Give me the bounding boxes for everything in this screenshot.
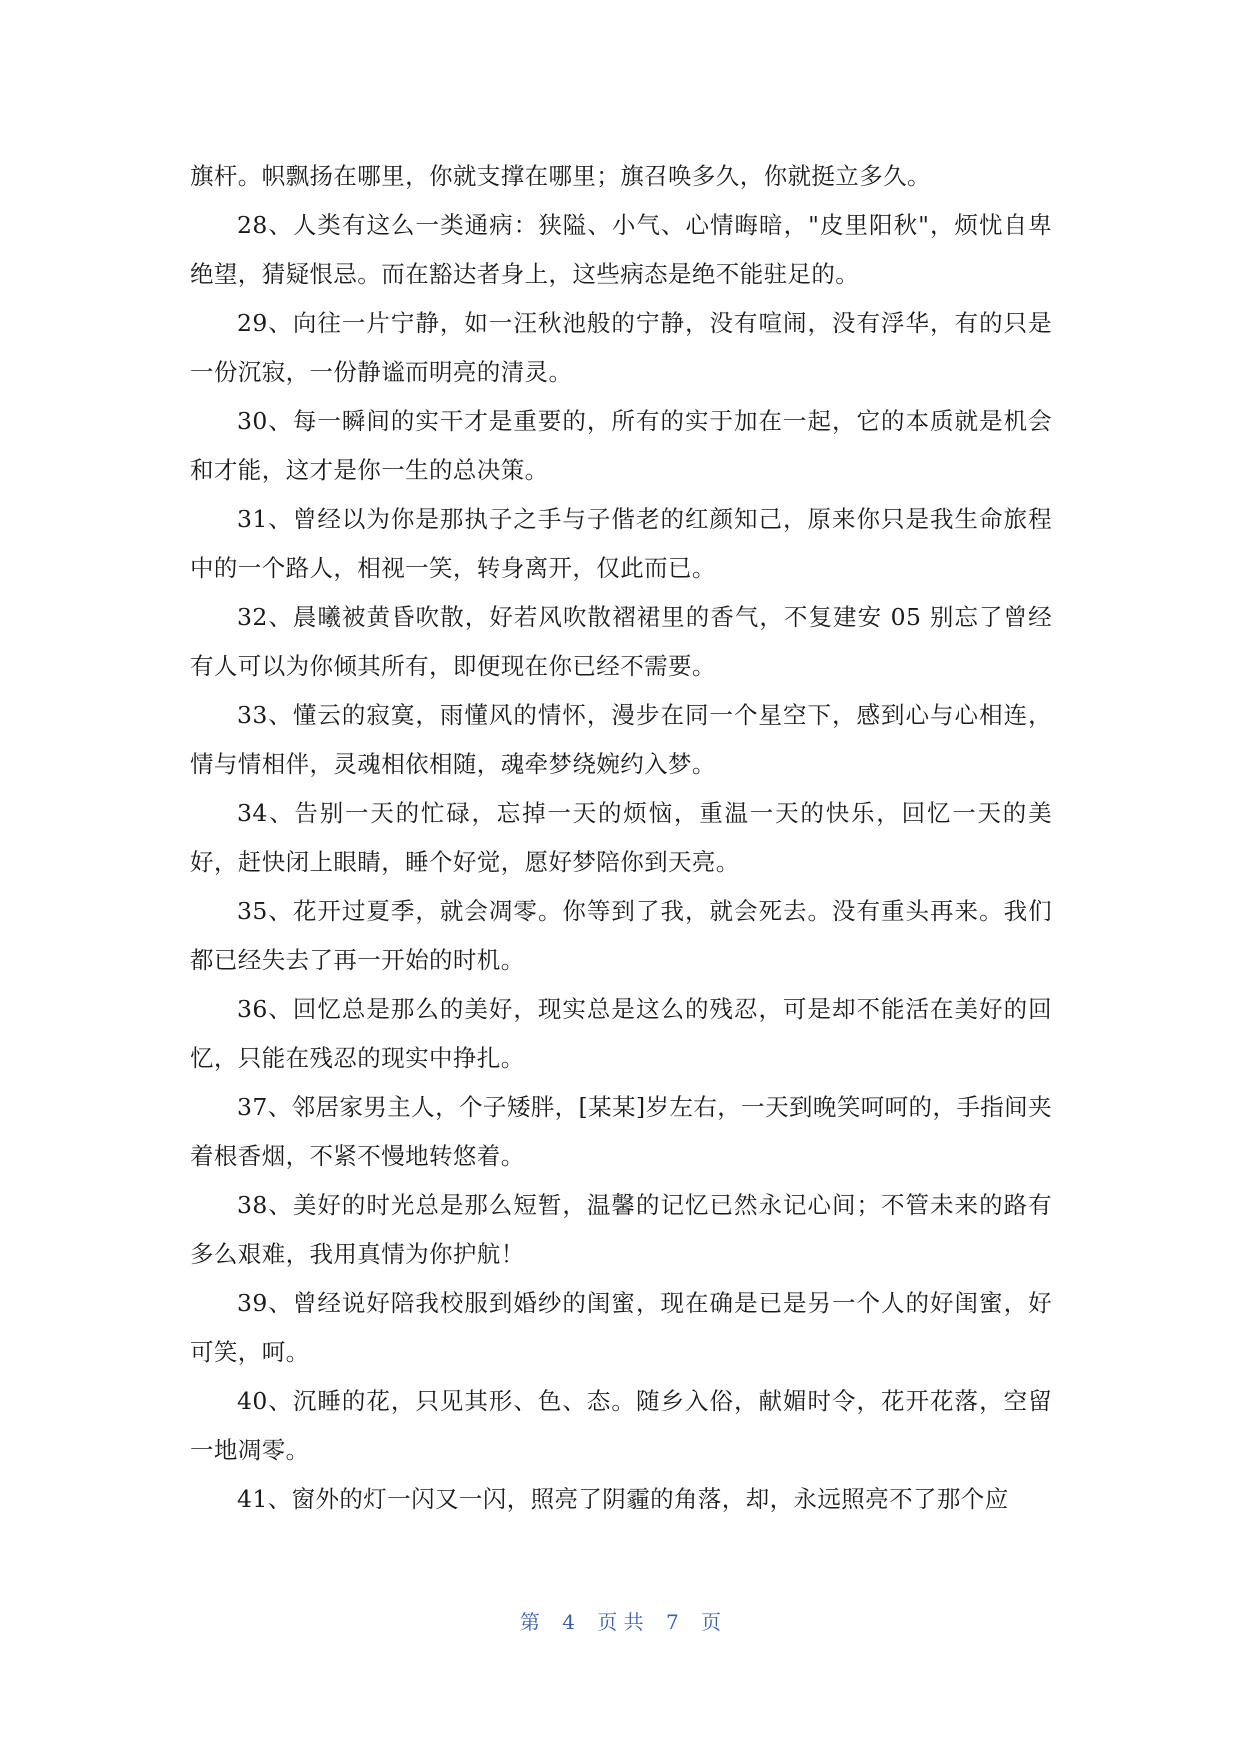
- paragraph-31: 31、曾经以为你是那执子之手与子偕老的红颜知己，原来你只是我生命旅程中的一个路人，相视一笑，转身离开，仅此而已。: [190, 505, 1052, 582]
- footer-middle: 页 共: [597, 1610, 644, 1634]
- paragraph-37: 37、邻居家男主人，个子矮胖，[某某]岁左右，一天到晚笑呵呵的，手指间夹着根香烟，不紧不慢地转悠着。: [190, 1093, 1052, 1170]
- paragraph-32: 32、晨曦被黄昏吹散，好若风吹散褶裙里的香气，不复建安 05 别忘了曾经有人可以为你倾其所有，即便现在你已经不需要。: [190, 603, 1052, 680]
- paragraph-40: 40、沉睡的花，只见其形、色、态。随乡入俗，献媚时令，花开花落，空留一地凋零。: [190, 1387, 1052, 1464]
- paragraph-0: 旗杆。帜飘扬在哪里，你就支撑在哪里；旗召唤多久，你就挺立多久。: [190, 162, 931, 190]
- paragraph-33: 33、懂云的寂寞，雨懂风的情怀，漫步在同一个星空下，感到心与心相连，情与情相伴，灵魂相依相随，魂牵梦绕婉约入梦。: [190, 701, 1052, 778]
- paragraph-34: 34、告别一天的忙碌，忘掉一天的烦恼，重温一天的快乐，回忆一天的美好，赶快闭上眼睛，睡个好觉，愿好梦陪你到天亮。: [190, 799, 1052, 876]
- paragraph-35: 35、花开过夏季，就会凋零。你等到了我，就会死去。没有重头再来。我们都已经失去了再一开始的时机。: [190, 897, 1052, 974]
- page-footer: [0, 1606, 1241, 1635]
- paragraph-39: 39、曾经说好陪我校服到婚纱的闺蜜，现在确是已是另一个人的好闺蜜，好可笑，呵。: [190, 1289, 1052, 1366]
- footer-total-pages: 7: [666, 1610, 679, 1634]
- document-body: [190, 152, 1052, 1524]
- paragraph-28: 28、人类有这么一类通病：狭隘、小气、心情晦暗，"皮里阳秋"，烦忧自卑绝望，猜疑恨忌。而在豁达者身上，这些病态是绝不能驻足的。: [190, 211, 1052, 288]
- paragraph-41: 41、窗外的灯一闪又一闪，照亮了阴霾的角落，却，永远照亮不了那个应: [237, 1485, 1009, 1513]
- paragraph-38: 38、美好的时光总是那么短暂，温馨的记忆已然永记心间；不管未来的路有多么艰难，我用真情为你护航！: [190, 1191, 1052, 1268]
- paragraph-30: 30、每一瞬间的实干才是重要的，所有的实于加在一起，它的本质就是机会和才能，这才是你一生的总决策。: [190, 407, 1052, 484]
- paragraph-29: 29、向往一片宁静，如一汪秋池般的宁静，没有喧闹，没有浮华，有的只是一份沉寂，一份静谧而明亮的清灵。: [190, 309, 1052, 386]
- footer-current-page: 4: [562, 1610, 575, 1634]
- paragraph-36: 36、回忆总是那么的美好，现实总是这么的残忍，可是却不能活在美好的回忆，只能在残忍的现实中挣扎。: [190, 995, 1052, 1072]
- footer-suffix: 页: [701, 1610, 722, 1634]
- footer-prefix: 第: [519, 1610, 540, 1634]
